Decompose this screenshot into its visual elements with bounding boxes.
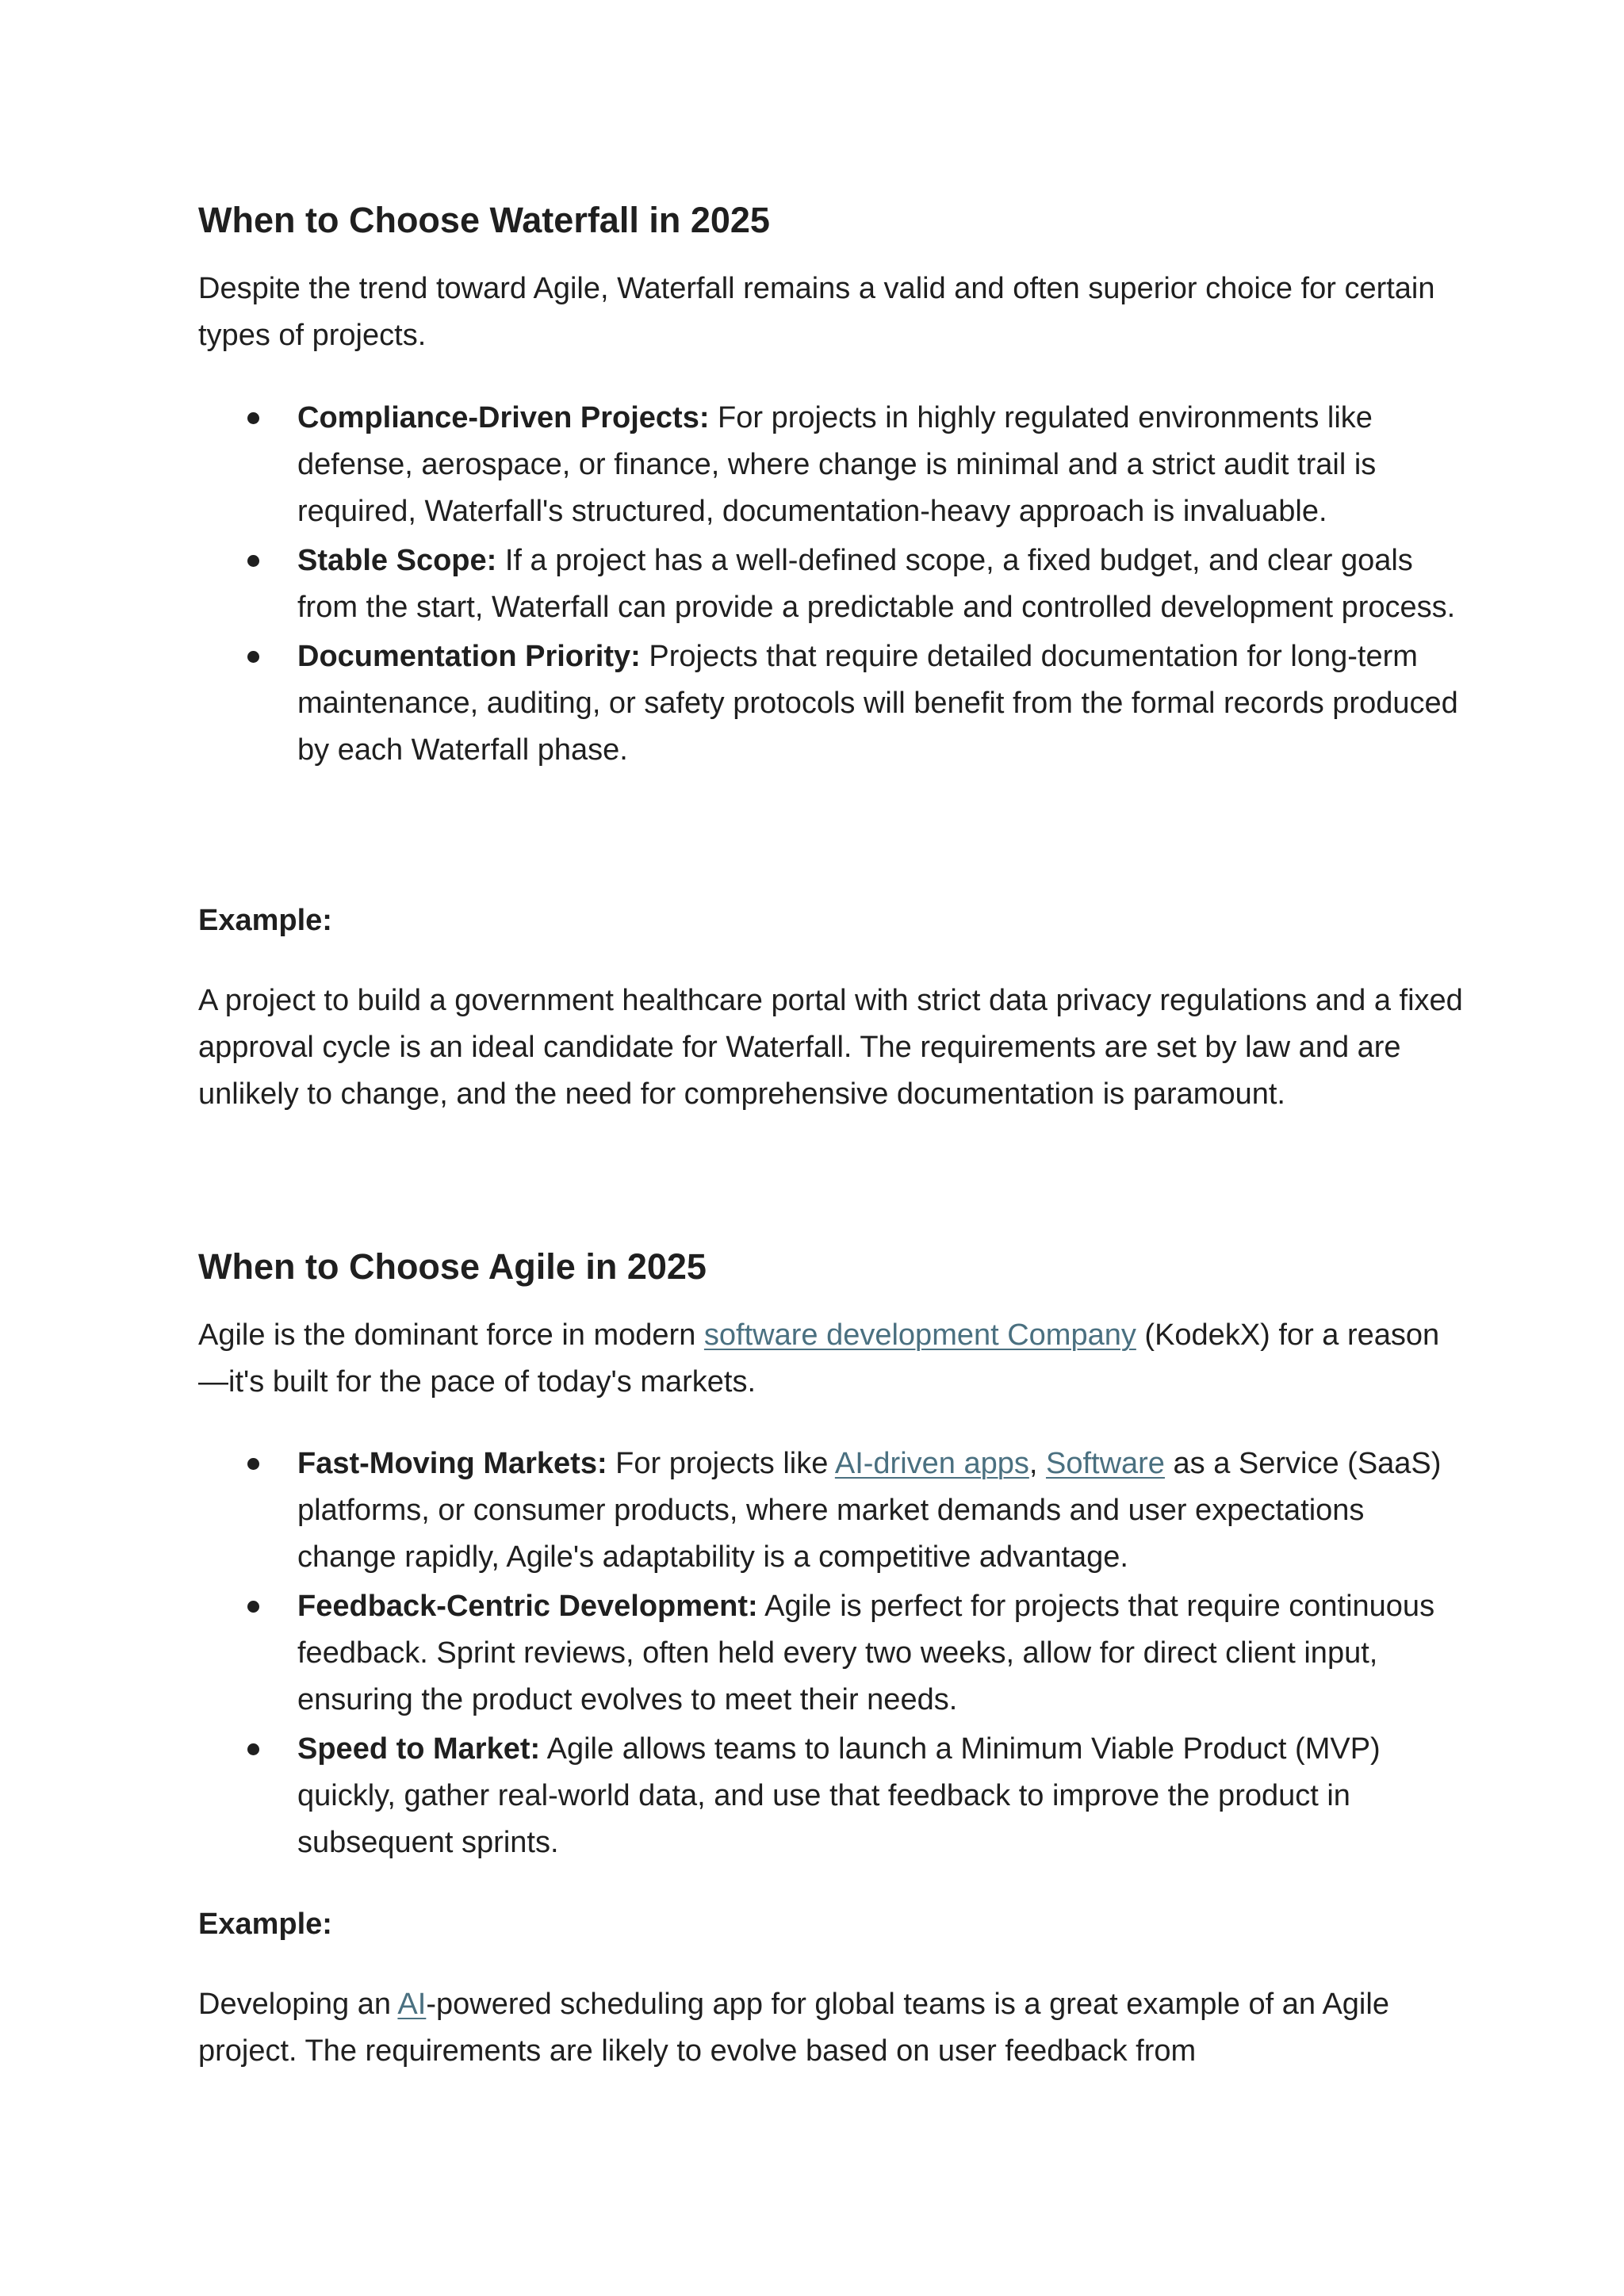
ai-driven-apps-link[interactable]: AI-driven apps [834,1447,1029,1480]
list-item [198,1583,1467,1724]
ai-link[interactable]: AI [397,1988,427,2021]
bullet-text: Projects that require detailed documentation for long-term maintenance, auditing, or safety protocols will benefit from the formal records produced by each Waterfall phase. [297,640,1458,767]
bullet-text: , [1028,1447,1046,1480]
bullet-dot-icon [247,1601,259,1613]
bullet-title: Speed to Market: [297,1732,541,1766]
example-text-before: Developing an [198,1988,398,2021]
agile-example-label-block [198,1901,1467,1948]
agile-example-text [198,1981,1467,2075]
agile-example-block [198,1981,1467,2075]
list-item [198,633,1467,774]
bullet-dot-icon [247,555,259,567]
bullet-dot-icon [247,412,259,424]
waterfall-section [198,197,1467,244]
bullet-title: Feedback-Centric Development: [297,1590,758,1623]
agile-intro-after: (KodekX) for a reason—it's built for the pace of today's markets. [198,1318,1440,1399]
bullet-text: Agile is perfect for projects that require continuous feedback. Sprint reviews, often held every two weeks, allow for direct client input, ensuring the product evolves to meet their needs. [297,1590,1435,1716]
agile-example-label: Example: [198,1908,332,1941]
waterfall-example-block [198,978,1467,1118]
bullet-title: Stable Scope: [297,544,497,577]
agile-bullet-list [198,1441,1467,1869]
list-item [198,538,1467,631]
agile-section [198,1243,1467,1291]
bullet-text: as a Service (SaaS) platforms, or consumer products, where market demands and user expectations change rapidly, Agile's adaptability is a competitive advantage. [297,1447,1442,1574]
bullet-dot-icon [247,1458,259,1470]
bullet-title: Fast-Moving Markets: [297,1447,607,1480]
software-link[interactable]: Software [1045,1447,1165,1480]
bullet-text: For projects like [607,1447,835,1480]
list-item [198,1726,1467,1866]
bullet-dot-icon [247,1743,259,1755]
list-item [198,1441,1467,1581]
waterfall-example-label-block [198,897,1467,944]
waterfall-example-label: Example: [198,904,332,937]
bullet-title: Documentation Priority: [297,640,641,673]
waterfall-intro-block [198,266,1467,359]
bullet-text: For projects in highly regulated environments like defense, aerospace, or finance, where change is minimal and a strict audit trail is required, Waterfall's structured, documentation-heavy approach is invaluable. [297,401,1377,528]
bullet-title: Compliance-Driven Projects: [297,401,710,434]
agile-intro-block [198,1312,1467,1406]
waterfall-heading: When to Choose Waterfall in 2025 [198,200,770,240]
bullet-text: Agile allows teams to launch a Minimum Viable Product (MVP) quickly, gather real-world data, and use that feedback to improve the product in subsequent sprints. [297,1732,1381,1859]
agile-heading: When to Choose Agile in 2025 [198,1246,707,1287]
example-text-after: -powered scheduling app for global teams is a great example of an Agile project. The requirements are likely to evolve based on user feedback from [198,1988,1389,2068]
bullet-dot-icon [247,651,259,663]
waterfall-bullet-list [198,395,1467,776]
software-development-company-link[interactable]: software development Company [703,1318,1136,1352]
waterfall-intro: Despite the trend toward Agile, Waterfall remains a valid and often superior choice for certain types of projects. [198,272,1435,352]
agile-intro-before: Agile is the dominant force in modern [198,1318,704,1352]
bullet-text: If a project has a well-defined scope, a fixed budget, and clear goals from the start, Waterfall can provide a predictable and controlled development process. [297,544,1456,624]
waterfall-example-text: A project to build a government healthcare portal with strict data privacy regulations and a fixed approval cycle is an ideal candidate for Waterfall. The requirements are set by law and are unlikely to change, and the need for comprehensive documentation is paramount. [198,984,1463,1111]
list-item [198,395,1467,535]
agile-intro [198,1312,1467,1406]
